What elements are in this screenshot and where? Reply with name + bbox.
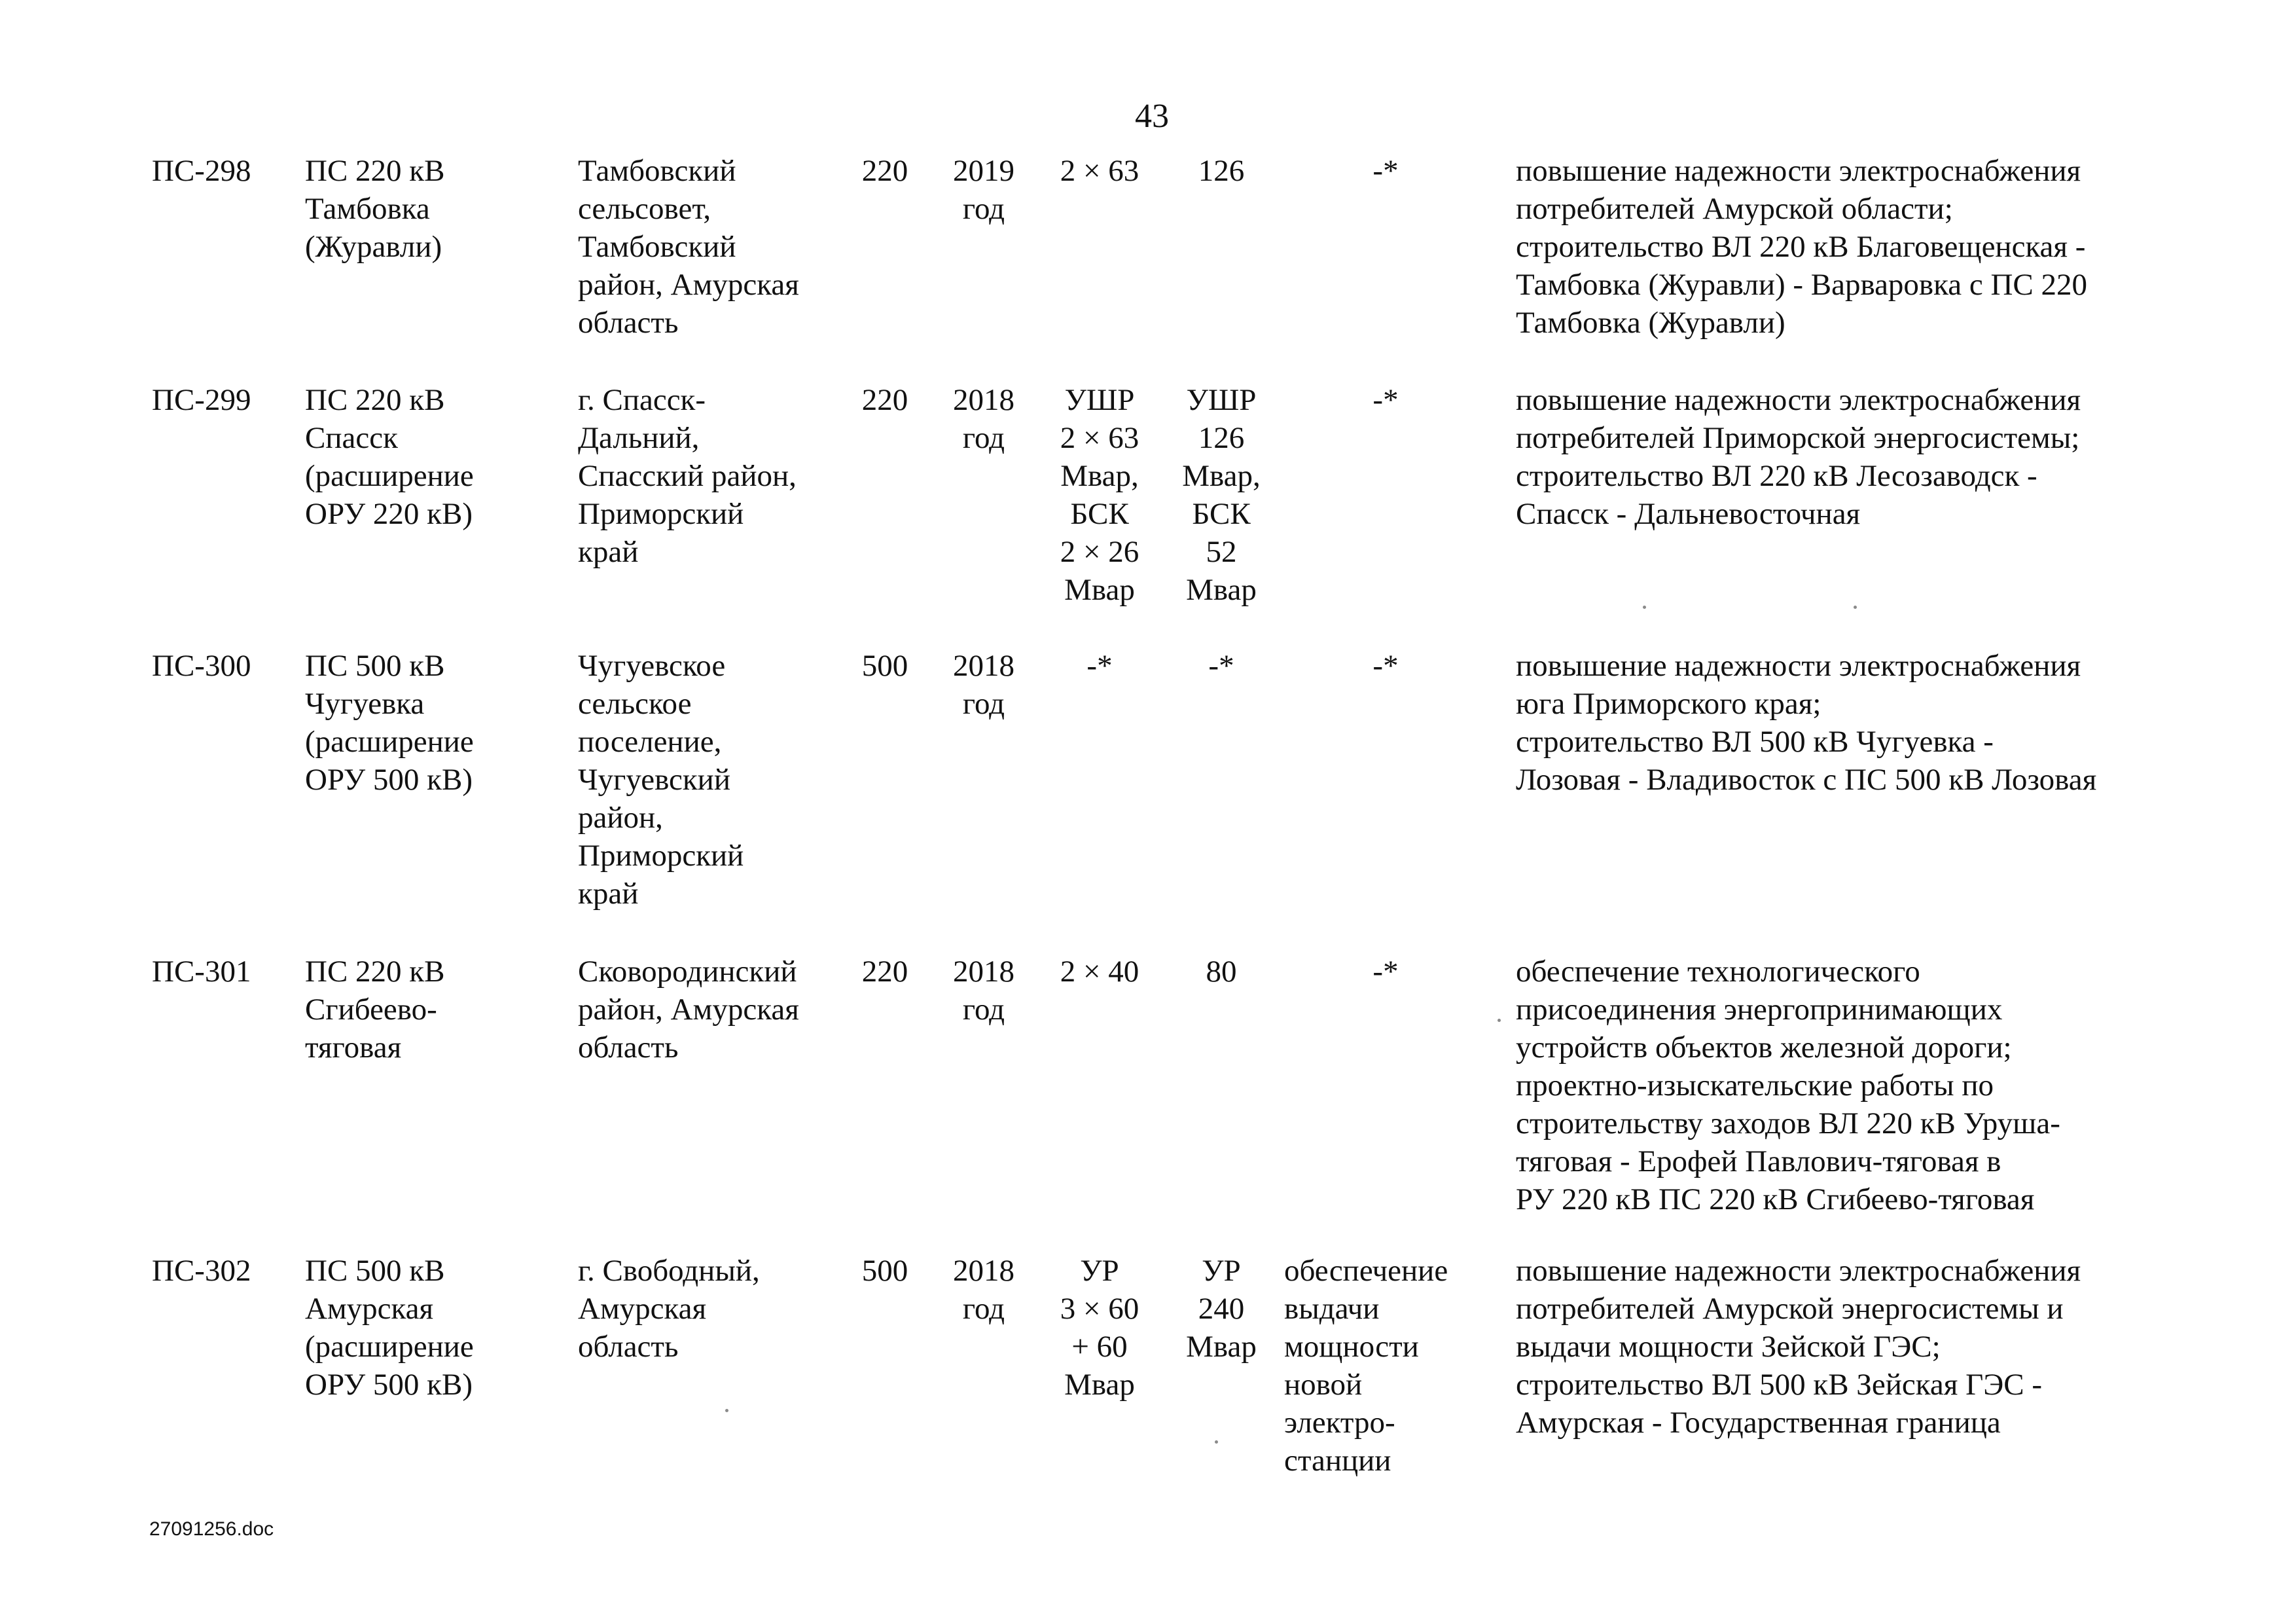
substation-code: ПС-301 <box>152 955 251 989</box>
total-power: -* <box>1208 649 1234 683</box>
substation-location: Чугуевское сельское поселение, Чугуевский район, Приморский край <box>578 649 744 911</box>
transformer-spec: 2 × 63 <box>1060 154 1139 188</box>
scan-speck <box>1498 1019 1501 1022</box>
generation-note: -* <box>1372 955 1399 989</box>
substation-location: Тамбовский сельсовет, Тамбовский район, Амурская область <box>578 154 799 340</box>
commissioning-year: 2019 год <box>953 154 1014 226</box>
substation-code: ПС-298 <box>152 154 251 188</box>
generation-note: обеспечение выдачи мощности новой электро- станции <box>1284 1254 1448 1478</box>
voltage-value: 220 <box>861 154 908 188</box>
project-purpose: повышение надежности электроснабжения потребителей Амурской энергосистемы и выдачи мощности Зейской ГЭС; строительство ВЛ 500 кВ Зейская ГЭС - Амурская - Государственная граница <box>1516 1254 2081 1440</box>
footer-filename: 27091256.doc <box>149 1518 274 1540</box>
substation-code: ПС-299 <box>152 383 251 417</box>
voltage-value: 500 <box>861 649 908 683</box>
project-purpose: повышение надежности электроснабжения потребителей Приморской энергосистемы; строительство ВЛ 220 кВ Лесозаводск - Спасск - Дальневосточная <box>1516 383 2081 531</box>
transformer-spec: УР 3 × 60 + 60 Мвар <box>1060 1254 1139 1402</box>
substation-name: ПС 220 кВ Сгибеево- тяговая <box>305 955 445 1065</box>
generation-note: -* <box>1372 649 1399 683</box>
commissioning-year: 2018 год <box>953 955 1014 1027</box>
scan-speck <box>725 1409 728 1412</box>
substation-name: ПС 500 кВ Амурская (расширение ОРУ 500 кВ) <box>305 1254 474 1402</box>
substation-name: ПС 220 кВ Тамбовка (Журавли) <box>305 154 445 264</box>
voltage-value: 500 <box>861 1254 908 1288</box>
page-number: 43 <box>1135 98 1169 135</box>
substation-name: ПС 220 кВ Спасск (расширение ОРУ 220 кВ) <box>305 383 474 531</box>
commissioning-year: 2018 год <box>953 383 1014 455</box>
transformer-spec: 2 × 40 <box>1060 955 1139 989</box>
commissioning-year: 2018 год <box>953 649 1014 721</box>
total-power: 80 <box>1206 955 1237 989</box>
scan-speck <box>1643 606 1646 609</box>
total-power: УШР 126 Мвар, БСК 52 Мвар <box>1182 383 1261 607</box>
total-power: 126 <box>1198 154 1245 188</box>
transformer-spec: -* <box>1086 649 1113 683</box>
project-purpose: обеспечение технологического присоединения энергопринимающих устройств объектов железной дороги; проектно-изыскательские работы по строительству заходов ВЛ 220 кВ Уруша- тяговая - Ерофей Павлович-тяговая в РУ 220 кВ ПС 220 кВ Сгибеево-тяговая <box>1516 955 2060 1216</box>
project-purpose: повышение надежности электроснабжения юга Приморского края; строительство ВЛ 500 кВ Чугуевка - Лозовая - Владивосток с ПС 500 кВ Лозовая <box>1516 649 2097 797</box>
substation-name: ПС 500 кВ Чугуевка (расширение ОРУ 500 кВ) <box>305 649 474 797</box>
substation-code: ПС-300 <box>152 649 251 683</box>
generation-note: -* <box>1372 154 1399 188</box>
project-purpose: повышение надежности электроснабжения потребителей Амурской области; строительство ВЛ 220 кВ Благовещенская - Тамбовка (Журавли) - Варваровка с ПС 220 Тамбовка (Журавли) <box>1516 154 2088 340</box>
scan-speck <box>1215 1440 1218 1444</box>
voltage-value: 220 <box>861 955 908 989</box>
voltage-value: 220 <box>861 383 908 417</box>
substation-location: г. Свободный, Амурская область <box>578 1254 760 1364</box>
total-power: УР 240 Мвар <box>1186 1254 1257 1364</box>
substation-location: Сковородинский район, Амурская область <box>578 955 799 1065</box>
substation-location: г. Спасск- Дальний, Спасский район, Приморский край <box>578 383 797 569</box>
transformer-spec: УШР 2 × 63 Мвар, БСК 2 × 26 Мвар <box>1060 383 1139 607</box>
scan-speck <box>1854 606 1857 609</box>
commissioning-year: 2018 год <box>953 1254 1014 1326</box>
substation-code: ПС-302 <box>152 1254 251 1288</box>
generation-note: -* <box>1372 383 1399 417</box>
